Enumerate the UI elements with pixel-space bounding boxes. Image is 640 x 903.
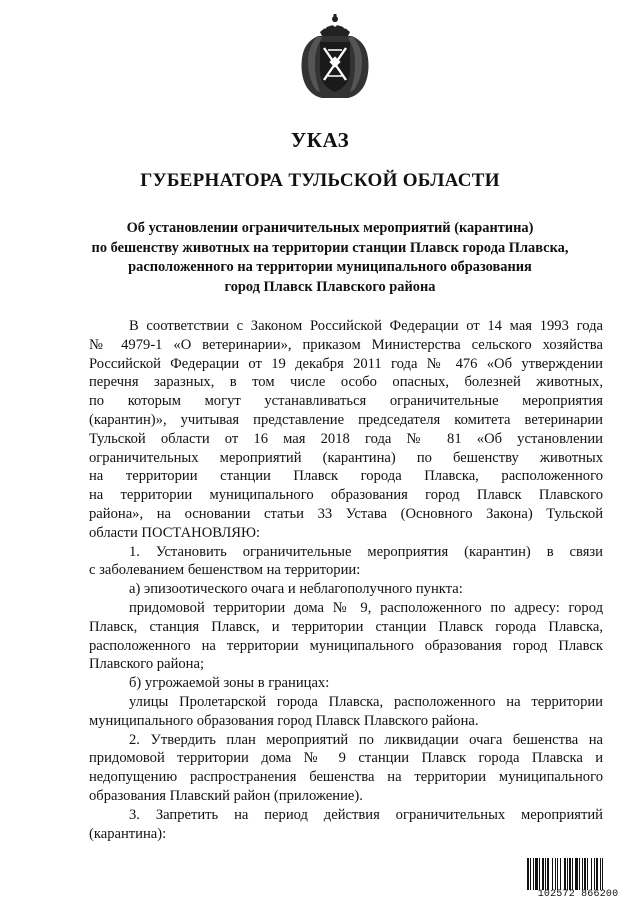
body-line: Тульской области от 16 мая 2018 года № 81 «Об установлении: [89, 430, 603, 447]
document-authority: ГУБЕРНАТОРА ТУЛЬСКОЙ ОБЛАСТИ: [140, 170, 500, 191]
document-barcode: [527, 858, 629, 900]
body-line: придомовой территории дома № 9, расположенного по адресу: город: [129, 599, 603, 616]
document-body: [89, 317, 603, 843]
body-line: ограничительных мероприятий (карантина) по бешенству животных: [89, 449, 603, 466]
body-line: 3. Запретить на период действия ограничительных мероприятий: [129, 806, 603, 823]
subject-line: Об установлении ограничительных мероприятий (карантина): [126, 220, 534, 236]
body-line: № 4979-1 «О ветеринарии», приказом Министерства сельского хозяйства: [89, 336, 603, 353]
body-line: района», на основании статьи 33 Устава (Основного Закона) Тульской: [89, 505, 603, 522]
body-line: с заболеванием бешенством на территории:: [89, 562, 361, 579]
body-line: муниципального образования город Плавск Плавского района.: [89, 712, 479, 729]
body-line: образования Плавский район (приложение).: [89, 787, 363, 804]
body-line: (карантин)», учитывая представление председателя комитета ветеринарии: [89, 411, 603, 428]
document-subject: [60, 219, 600, 297]
coat-of-arms-icon: [298, 12, 372, 100]
document-title: УКАЗ: [290, 128, 350, 152]
body-line: Плавского района;: [89, 656, 205, 673]
body-line: области ПОСТАНОВЛЯЮ:: [89, 524, 261, 541]
body-line: б) угрожаемой зоны в границах:: [129, 675, 330, 692]
body-line: а) эпизоотического очага и неблагополучного пункта:: [129, 581, 463, 598]
body-line: придомовой территории дома № 9 станции Плавск города Плавска и: [89, 750, 603, 767]
body-line: Российской Федерации от 19 декабря 2011 года № 476 «Об утверждении: [89, 355, 603, 372]
body-line: 1. Установить ограничительные мероприятия (карантин) в связи: [129, 543, 603, 560]
barcode-icon: [527, 858, 629, 890]
body-line: на территории муниципального образования город Плавск Плавского: [89, 487, 603, 504]
subject-line: по бешенству животных на территории станции Плавск города Плавска,: [91, 239, 569, 256]
body-line: (карантина):: [89, 825, 167, 842]
body-line: на территории станции Плавск города Плавска, расположенного: [89, 468, 603, 485]
body-line: 2. Утвердить план мероприятий по ликвидации очага бешенства на: [129, 731, 603, 748]
body-line: В соответствии с Законом Российской Федерации от 14 мая 1993 года: [129, 318, 603, 334]
body-line: по которым могут устанавливаться ограничительные мероприятия: [89, 393, 603, 410]
body-line: недопущению распространения бешенства на территории муниципального: [89, 769, 603, 786]
body-line: улицы Пролетарской города Плавска, расположенного на территории: [129, 693, 603, 710]
subject-line: город Плавск Плавского района: [224, 278, 436, 295]
body-line: перечня заразных, в том числе особо опасных, болезней животных,: [89, 374, 603, 391]
subject-line: расположенного на территории муниципального образования: [128, 259, 532, 276]
barcode-number: 102572 866200: [537, 889, 619, 900]
body-line: Плавск, станция Плавск, и территории станции Плавск города Плавска,: [89, 618, 603, 635]
body-line: расположенного на территории муниципального образования город Плавск: [89, 637, 603, 654]
